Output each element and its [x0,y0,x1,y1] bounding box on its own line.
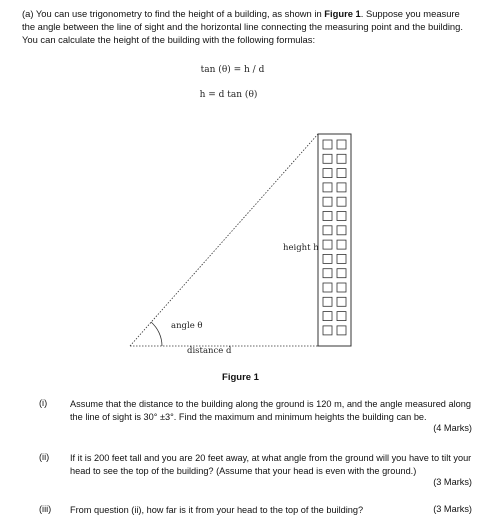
question-1-marks: (4 Marks) [433,423,472,433]
intro-text-1: (a) You can use trigonometry to find the height of a building, as shown in [22,8,325,19]
window-0-1 [337,140,346,149]
line-of-sight [130,134,318,346]
window-7-0 [323,240,332,249]
question-3-marks: (3 Marks) [433,504,472,514]
window-12-1 [337,312,346,321]
window-2-0 [323,169,332,178]
distance-label: distance d [187,346,232,356]
window-5-1 [337,212,346,221]
window-7-1 [337,240,346,249]
window-8-0 [323,254,332,263]
window-13-1 [337,326,346,335]
window-3-0 [323,183,332,192]
window-9-1 [337,269,346,278]
window-3-1 [337,183,346,192]
question-2-marks: (3 Marks) [433,477,472,487]
window-13-0 [323,326,332,335]
window-0-0 [323,140,332,149]
window-4-1 [337,197,346,206]
figure-caption: Figure 1 [222,372,259,383]
window-10-0 [323,283,332,292]
figure-reference: Figure 1 [324,8,361,19]
window-4-0 [323,197,332,206]
window-5-0 [323,212,332,221]
window-6-1 [337,226,346,235]
question-1-text: Assume that the distance to the building along the ground is 120 m, and the angle measured along the line of sight is 30° ±3°. Find the maximum and minimum heights the building can be. [70,399,471,422]
window-11-1 [337,297,346,306]
question-3-text: From question (ii), how far is it from your head to the top of the building? [70,505,364,515]
window-11-0 [323,297,332,306]
question-1-number: (i) [39,398,48,408]
window-9-0 [323,269,332,278]
question-3-number: (iii) [39,504,52,514]
window-12-0 [323,312,332,321]
formula-tan: tan (θ) = h / d [200,65,265,75]
window-1-0 [323,154,332,163]
angle-arc [151,322,162,346]
intro-text-2: . Suppose you measure the angle between the line of sight and the horizontal line connecting the measuring point and the building. You can calculate the height of the building with the following formulas: [22,8,463,45]
question-2-number: (ii) [39,452,50,462]
window-10-1 [337,283,346,292]
height-label: height h [283,243,319,253]
formula-height: h = d tan (θ) [199,90,258,100]
window-1-1 [337,154,346,163]
window-8-1 [337,254,346,263]
angle-label: angle θ [171,321,203,331]
window-6-0 [323,226,332,235]
window-2-1 [337,169,346,178]
question-2-text: If it is 200 feet tall and you are 20 feet away, at what angle from the ground will you have to tilt your head to see the top of the building? (Assume that your head is even with the ground.) [70,453,472,476]
